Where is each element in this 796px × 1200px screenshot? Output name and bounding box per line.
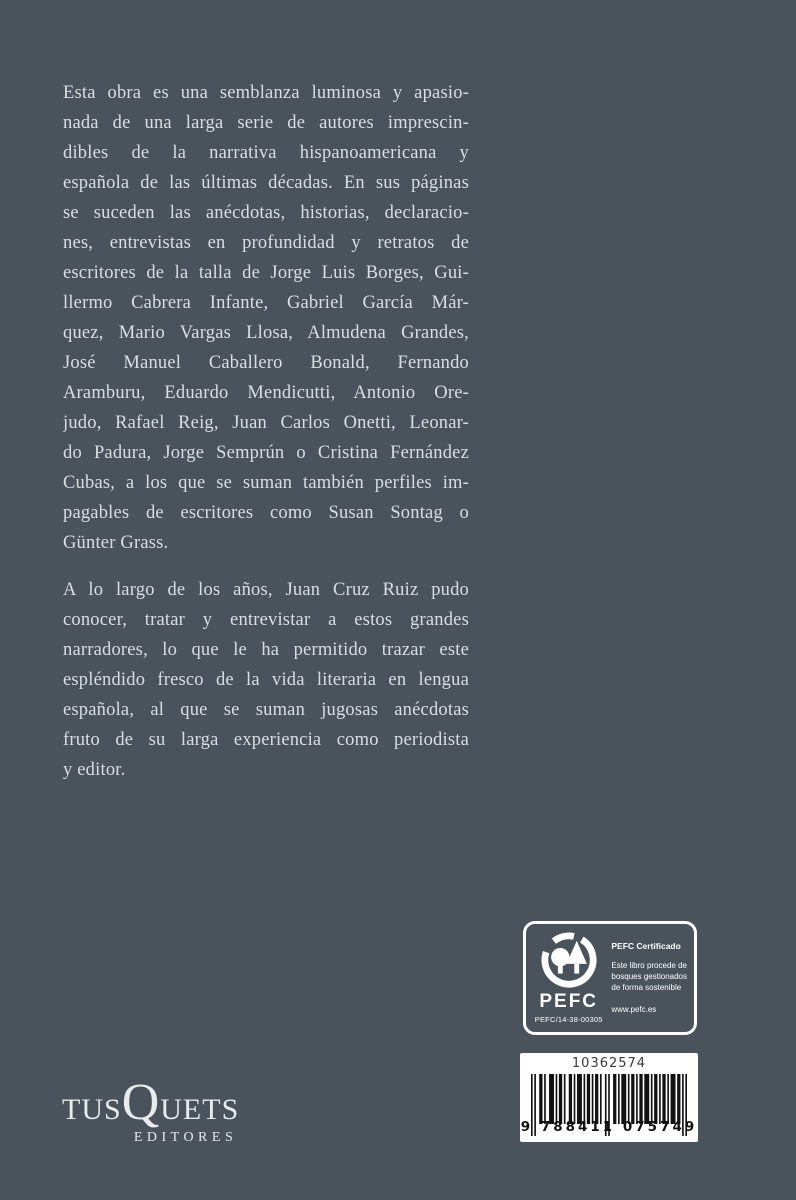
publisher-subtitle: EDITORES [133,1130,238,1145]
pefc-description [611,961,687,993]
synopsis-line: do Padura, Jorge Semprún o Cristina Fernández [63,443,469,463]
synopsis-line: nes, entrevistas en profundidad y retratos de [63,233,469,253]
synopsis-line: fruto de su larga experiencia como periodista [63,730,469,750]
pefc-description-line: Este libro procede de [611,961,687,971]
synopsis-line: nada de una larga serie de autores imprescin- [63,113,469,133]
pefc-certification-badge [523,921,697,1035]
pefc-wordmark: PEFC [539,991,599,1012]
pefc-certificate-code: PEFC/14-38-00305 [534,1015,603,1024]
pefc-description-line: bosques gestionados [611,971,687,981]
synopsis-line: narradores, lo que le ha permitido trazar este [63,640,469,660]
synopsis-line: Günter Grass. [63,533,169,553]
publisher-name-part: TUS [62,1093,122,1126]
synopsis-line: judo, Rafael Reig, Juan Carlos Onetti, Leonar- [63,413,469,433]
synopsis-line: y editor. [63,760,126,780]
publisher-name-part: UETS [160,1093,240,1126]
isbn-number: 9 788411 075749 [520,1119,698,1135]
synopsis-line: quez, Mario Vargas Llosa, Almudena Grandes, [63,323,469,343]
pefc-website: www.pefc.es [611,1004,657,1014]
barcode-panel [520,1053,698,1142]
synopsis-line: conocer, tratar y entrevistar a estos grandes [63,610,469,630]
synopsis-line: pagables de escritores como Susan Sontag o [63,503,469,523]
publisher-logo [62,1074,240,1146]
synopsis-line: se suceden las anécdotas, historias, declaracio- [63,203,469,223]
synopsis-line: española, al que se suman jugosas anécdotas [63,700,469,720]
synopsis-paragraph-1 [63,78,469,558]
pefc-text-column [611,941,687,1016]
pefc-trees-icon [538,932,600,990]
synopsis-line: llermo Cabrera Infante, Gabriel García Már- [63,293,469,313]
product-number: 10362574 [571,1056,647,1071]
synopsis-line: española de las últimas décadas. En sus páginas [63,173,469,193]
synopsis-line: escritores de la talla de Jorge Luis Borges, Gui- [63,263,469,283]
synopsis-line: dibles de la narrativa hispanoamericana y [63,143,469,163]
synopsis-line: Esta obra es una semblanza luminosa y apasio- [63,83,469,103]
pefc-description-line: de forma sostenible [611,982,682,992]
pefc-logo [533,932,604,1024]
synopsis-line: José Manuel Caballero Bonald, Fernando [63,353,469,373]
publisher-name-q: Q [121,1074,161,1131]
pefc-certified-label: PEFC Certificado [611,940,681,951]
synopsis-text-block [63,78,469,802]
synopsis-line: Aramburu, Eduardo Mendicutti, Antonio Ore- [63,383,469,403]
synopsis-line: A lo largo de los años, Juan Cruz Ruiz pudo [63,580,469,600]
synopsis-line: Cubas, a los que se suman también perfiles im- [63,473,469,493]
synopsis-paragraph-2 [63,575,469,785]
synopsis-line: espléndido fresco de la vida literaria en lengua [63,670,469,690]
